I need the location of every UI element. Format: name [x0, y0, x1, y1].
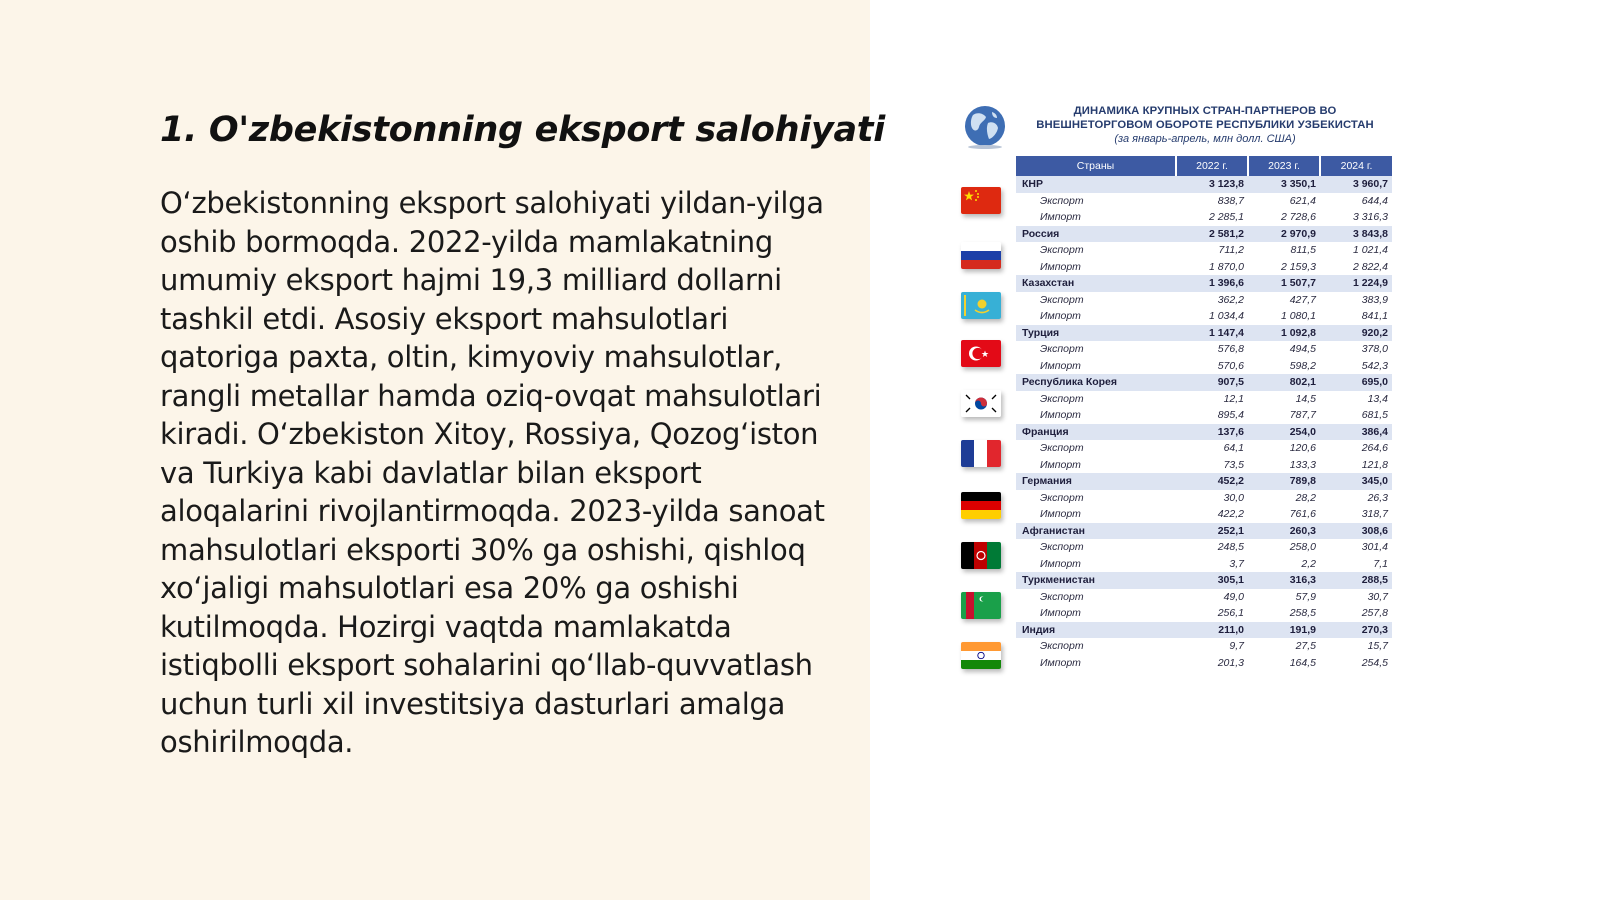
row-value: 1 021,4	[1352, 244, 1388, 257]
row-value: 644,4	[1361, 194, 1388, 207]
country-row	[1016, 523, 1392, 540]
import-row	[1016, 556, 1392, 573]
france-flag-icon	[961, 440, 1001, 467]
row-label: Импорт	[1040, 607, 1081, 620]
export-row	[1016, 193, 1392, 210]
row-value: 316,3	[1248, 572, 1320, 589]
row-value: 260,3	[1248, 523, 1320, 540]
row-label: Экспорт	[1040, 640, 1084, 653]
row-label: Германия	[1016, 473, 1176, 490]
china-flag-icon	[961, 187, 1001, 214]
export-row	[1016, 490, 1392, 507]
row-value: 305,1	[1176, 572, 1248, 589]
row-value: 621,4	[1289, 194, 1316, 207]
row-value: 576,8	[1217, 343, 1244, 356]
country-row	[1016, 622, 1392, 639]
row-value: 270,3	[1320, 622, 1392, 639]
table-header-row	[1016, 156, 1392, 176]
trade-table	[1016, 156, 1392, 671]
row-label: Туркменистан	[1016, 572, 1176, 589]
infographic-title-line2: ВНЕШНЕТОРГОВОМ ОБОРОТЕ РЕСПУБЛИКИ УЗБЕКИСТАН	[1036, 119, 1374, 131]
row-label: Импорт	[1040, 557, 1081, 570]
row-value: 3 123,8	[1176, 176, 1248, 193]
row-value: 2 970,9	[1248, 226, 1320, 243]
row-value: 73,5	[1223, 458, 1244, 471]
export-row	[1016, 391, 1392, 408]
row-value: 711,2	[1218, 244, 1244, 257]
row-value: 761,6	[1289, 508, 1316, 521]
country-row	[1016, 275, 1392, 292]
row-value: 12,1	[1223, 392, 1244, 405]
row-value: 3 350,1	[1248, 176, 1320, 193]
row-value: 3 960,7	[1320, 176, 1392, 193]
row-value: 9,7	[1229, 640, 1244, 653]
export-row	[1016, 292, 1392, 309]
row-label: КНР	[1016, 176, 1176, 193]
row-value: 258,0	[1289, 541, 1316, 554]
row-value: 164,5	[1289, 656, 1316, 669]
row-value: 1 507,7	[1248, 275, 1320, 292]
row-label: Импорт	[1040, 508, 1081, 521]
row-value: 57,9	[1295, 590, 1316, 603]
turkey-flag-icon	[961, 340, 1001, 367]
row-label: Импорт	[1040, 310, 1081, 323]
row-label: Республика Корея	[1016, 374, 1176, 391]
row-value: 257,8	[1361, 607, 1388, 620]
export-row	[1016, 242, 1392, 259]
row-label: Экспорт	[1040, 541, 1084, 554]
row-value: 427,7	[1289, 293, 1316, 306]
row-label: Экспорт	[1040, 491, 1084, 504]
row-value: 895,4	[1217, 409, 1244, 422]
russia-flag-icon	[961, 242, 1001, 269]
row-value: 121,8	[1361, 458, 1388, 471]
slide-body-text: O‘zbekistonning eksport salohiyati yildan-yilga oshib bormoqda. 2022-yilda mamlakatning umumiy eksport hajmi 19,3 milliard dollarni tashkil etdi. Asosiy eksport mahsulotlari qatoriga paxta, oltin, kimyoviy mahsulotlar, rangli metallar hamda oziq-ovqat mahsulotlari kiradi. O‘zbekiston Xitoy, Rossiya, Qozog‘iston va Turkiya kabi davlatlar bilan eksport aloqalarini rivojlantirmoqda. 2023-yilda sanoat mahsulotlari eksporti 30% ga oshishi, qishloq xo‘jaligi mahsulotlari esa 20% ga oshishi kutilmoqda. Hozirgi vaqtda mamlakatda istiqbolli eksport sohalarini qo‘llab-quvvatlash uchun turli xil investitsiya dasturlari amalga oshirilmoqda.	[160, 186, 825, 759]
row-label: Экспорт	[1040, 194, 1084, 207]
row-value: 26,3	[1367, 491, 1388, 504]
import-row	[1016, 209, 1392, 226]
country-row	[1016, 424, 1392, 441]
row-value: 252,1	[1176, 523, 1248, 540]
row-value: 362,2	[1217, 293, 1244, 306]
row-value: 2 822,4	[1352, 260, 1388, 273]
row-value: 256,1	[1217, 607, 1244, 620]
row-value: 308,6	[1320, 523, 1392, 540]
row-label: Россия	[1016, 226, 1176, 243]
table-body	[1016, 176, 1392, 671]
row-label: Экспорт	[1040, 244, 1084, 257]
row-label: Импорт	[1040, 656, 1081, 669]
row-label: Франция	[1016, 424, 1176, 441]
row-value: 133,3	[1289, 458, 1316, 471]
export-row	[1016, 341, 1392, 358]
row-value: 920,2	[1320, 325, 1392, 342]
row-value: 386,4	[1320, 424, 1392, 441]
import-row	[1016, 407, 1392, 424]
row-value: 2,2	[1301, 557, 1316, 570]
row-value: 1 080,1	[1280, 310, 1316, 323]
row-value: 49,0	[1223, 590, 1244, 603]
export-row	[1016, 539, 1392, 556]
row-value: 30,0	[1223, 491, 1244, 504]
infographic-title-line1: ДИНАМИКА КРУПНЫХ СТРАН-ПАРТНЕРОВ ВО	[1073, 105, 1337, 117]
row-value: 254,0	[1248, 424, 1320, 441]
row-value: 201,3	[1217, 656, 1244, 669]
row-value: 3 843,8	[1320, 226, 1392, 243]
row-value: 2 728,6	[1280, 211, 1316, 224]
row-value: 1 224,9	[1320, 275, 1392, 292]
row-value: 838,7	[1217, 194, 1244, 207]
row-value: 422,2	[1217, 508, 1244, 521]
row-value: 2 159,3	[1280, 260, 1316, 273]
kazakhstan-flag-icon	[961, 292, 1001, 319]
row-value: 841,1	[1361, 310, 1388, 323]
india-flag-icon	[961, 642, 1001, 669]
import-row	[1016, 605, 1392, 622]
row-value: 27,5	[1295, 640, 1316, 653]
row-value: 211,0	[1176, 622, 1248, 639]
trade-partners-infographic	[956, 100, 1396, 700]
export-row	[1016, 440, 1392, 457]
row-label: Афганистан	[1016, 523, 1176, 540]
row-value: 2 285,1	[1208, 211, 1244, 224]
row-label: Импорт	[1040, 211, 1081, 224]
row-label: Экспорт	[1040, 293, 1084, 306]
row-value: 28,2	[1295, 491, 1316, 504]
row-value: 345,0	[1320, 473, 1392, 490]
row-value: 1 092,8	[1248, 325, 1320, 342]
row-value: 378,0	[1361, 343, 1388, 356]
row-value: 3 316,3	[1352, 211, 1388, 224]
row-value: 383,9	[1361, 293, 1388, 306]
row-label: Экспорт	[1040, 590, 1084, 603]
row-value: 191,9	[1248, 622, 1320, 639]
row-value: 301,4	[1361, 541, 1388, 554]
import-row	[1016, 457, 1392, 474]
import-row	[1016, 259, 1392, 276]
row-value: 3,7	[1229, 557, 1244, 570]
row-value: 681,5	[1361, 409, 1388, 422]
import-row	[1016, 655, 1392, 672]
row-value: 120,6	[1289, 442, 1316, 455]
germany-flag-icon	[961, 492, 1001, 519]
flag-column	[956, 100, 1012, 700]
row-value: 64,1	[1223, 442, 1244, 455]
row-value: 137,6	[1176, 424, 1248, 441]
row-value: 2 581,2	[1176, 226, 1248, 243]
country-row	[1016, 473, 1392, 490]
row-value: 695,0	[1320, 374, 1392, 391]
infographic-title	[1014, 104, 1396, 132]
slide-title: 1. O'zbekistonning eksport salohiyati	[160, 110, 885, 150]
country-row	[1016, 374, 1392, 391]
header-2024: 2024 г.	[1320, 156, 1392, 176]
row-value: 452,2	[1176, 473, 1248, 490]
import-row	[1016, 308, 1392, 325]
row-value: 1 147,4	[1176, 325, 1248, 342]
row-value: 254,5	[1361, 656, 1388, 669]
row-value: 570,6	[1217, 359, 1244, 372]
header-2022: 2022 г.	[1176, 156, 1248, 176]
export-row	[1016, 638, 1392, 655]
row-label: Индия	[1016, 622, 1176, 639]
row-value: 288,5	[1320, 572, 1392, 589]
country-row	[1016, 176, 1392, 193]
row-value: 802,1	[1248, 374, 1320, 391]
row-value: 1 870,0	[1208, 260, 1244, 273]
row-label: Экспорт	[1040, 343, 1084, 356]
row-value: 494,5	[1289, 343, 1316, 356]
turkmenistan-flag-icon	[961, 592, 1001, 619]
row-value: 318,7	[1361, 508, 1388, 521]
row-value: 542,3	[1361, 359, 1388, 372]
export-row	[1016, 589, 1392, 606]
country-row	[1016, 572, 1392, 589]
header-countries: Страны	[1016, 156, 1176, 176]
row-label: Турция	[1016, 325, 1176, 342]
row-value: 15,7	[1367, 640, 1388, 653]
header-2023: 2023 г.	[1248, 156, 1320, 176]
row-value: 248,5	[1217, 541, 1244, 554]
row-value: 1 034,4	[1208, 310, 1244, 323]
row-value: 1 396,6	[1176, 275, 1248, 292]
row-label: Экспорт	[1040, 392, 1084, 405]
country-row	[1016, 226, 1392, 243]
row-value: 7,1	[1373, 557, 1388, 570]
row-value: 811,5	[1290, 244, 1316, 257]
row-label: Казахстан	[1016, 275, 1176, 292]
row-value: 598,2	[1289, 359, 1316, 372]
row-value: 264,6	[1361, 442, 1388, 455]
row-value: 789,8	[1248, 473, 1320, 490]
import-row	[1016, 358, 1392, 375]
row-value: 907,5	[1176, 374, 1248, 391]
row-value: 30,7	[1367, 590, 1388, 603]
import-row	[1016, 506, 1392, 523]
korea-flag-icon	[961, 390, 1001, 417]
row-value: 14,5	[1295, 392, 1316, 405]
row-value: 787,7	[1289, 409, 1316, 422]
row-label: Импорт	[1040, 458, 1081, 471]
row-value: 13,4	[1367, 392, 1388, 405]
row-label: Импорт	[1040, 409, 1081, 422]
row-label: Импорт	[1040, 260, 1081, 273]
country-row	[1016, 325, 1392, 342]
row-label: Экспорт	[1040, 442, 1084, 455]
afghanistan-flag-icon	[961, 542, 1001, 569]
infographic-subtitle: (за январь-апрель, млн долл. США)	[1114, 133, 1296, 145]
row-label: Импорт	[1040, 359, 1081, 372]
row-value: 258,5	[1289, 607, 1316, 620]
